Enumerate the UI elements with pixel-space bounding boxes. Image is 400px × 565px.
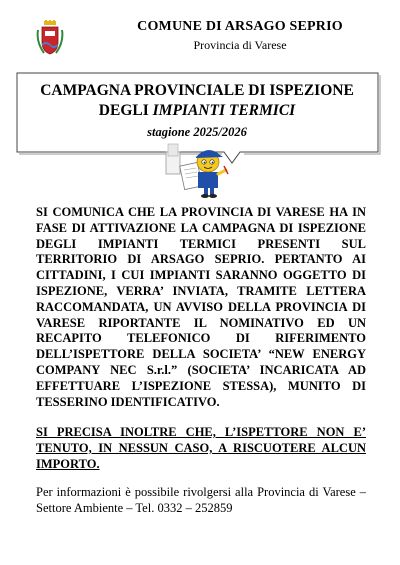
campaign-title-line1: CAMPAGNA PROVINCIALE DI ISPEZIONE: [40, 82, 354, 99]
province-name: Provincia di Varese: [193, 38, 287, 52]
campaign-title-line2-prefix: DEGLI: [98, 102, 153, 119]
campaign-title-line2-italic: IMPIANTI TERMICI: [152, 102, 296, 119]
municipality-name: COMUNE DI ARSAGO SEPRIO: [137, 19, 343, 34]
campaign-season: stagione 2025/2026: [147, 125, 247, 139]
campaign-title-line2: [22, 102, 372, 120]
inspector-mascot-icon: [160, 140, 240, 200]
notice-paragraph: SI COMUNICA CHE LA PROVINCIA DI VARESE HA IN FASE DI ATTIVAZIONE LA CAMPAGNA DI ISPEZIONE DEGLI IMPIANTI TERMICI PRESENTI SUL TERRITORIO DI ARSAGO SEPRIO. PERTANTO AI CITTADINI, I CUI IMPIANTI SARANNO OGGETTO DI ISPEZIONE, VERRA’ INVIATA, TRAMITE LETTERA RACCOMANDATA, UN AVVISO DELLA PROVINCIA DI VARESE RIPORTANTE IL NOMINATIVO ED UN RECAPITO TELEFONICO DI RIFERIMENTO DELL’ISPETTORE DELLA SOCIETA’ “NEW ENERGY COMPANY NEC S.r.l.” (SOCIETA’ INCARICATA AD EFFETTUARE L’ISPEZIONE STESSA), MUNITO DI TESSERINO IDENTIFICATIVO.: [36, 205, 366, 409]
contact-paragraph: Per informazioni è possibile rivolgersi alla Provincia di Varese – Settore Ambiente – Tel. 0332 – 252859: [36, 485, 366, 515]
warning-paragraph: SI PRECISA INOLTRE CHE, L’ISPETTORE NON E’ TENUTO, IN NESSUN CASO, A RISCUOTERE ALCUN IMPORTO.: [36, 425, 366, 471]
